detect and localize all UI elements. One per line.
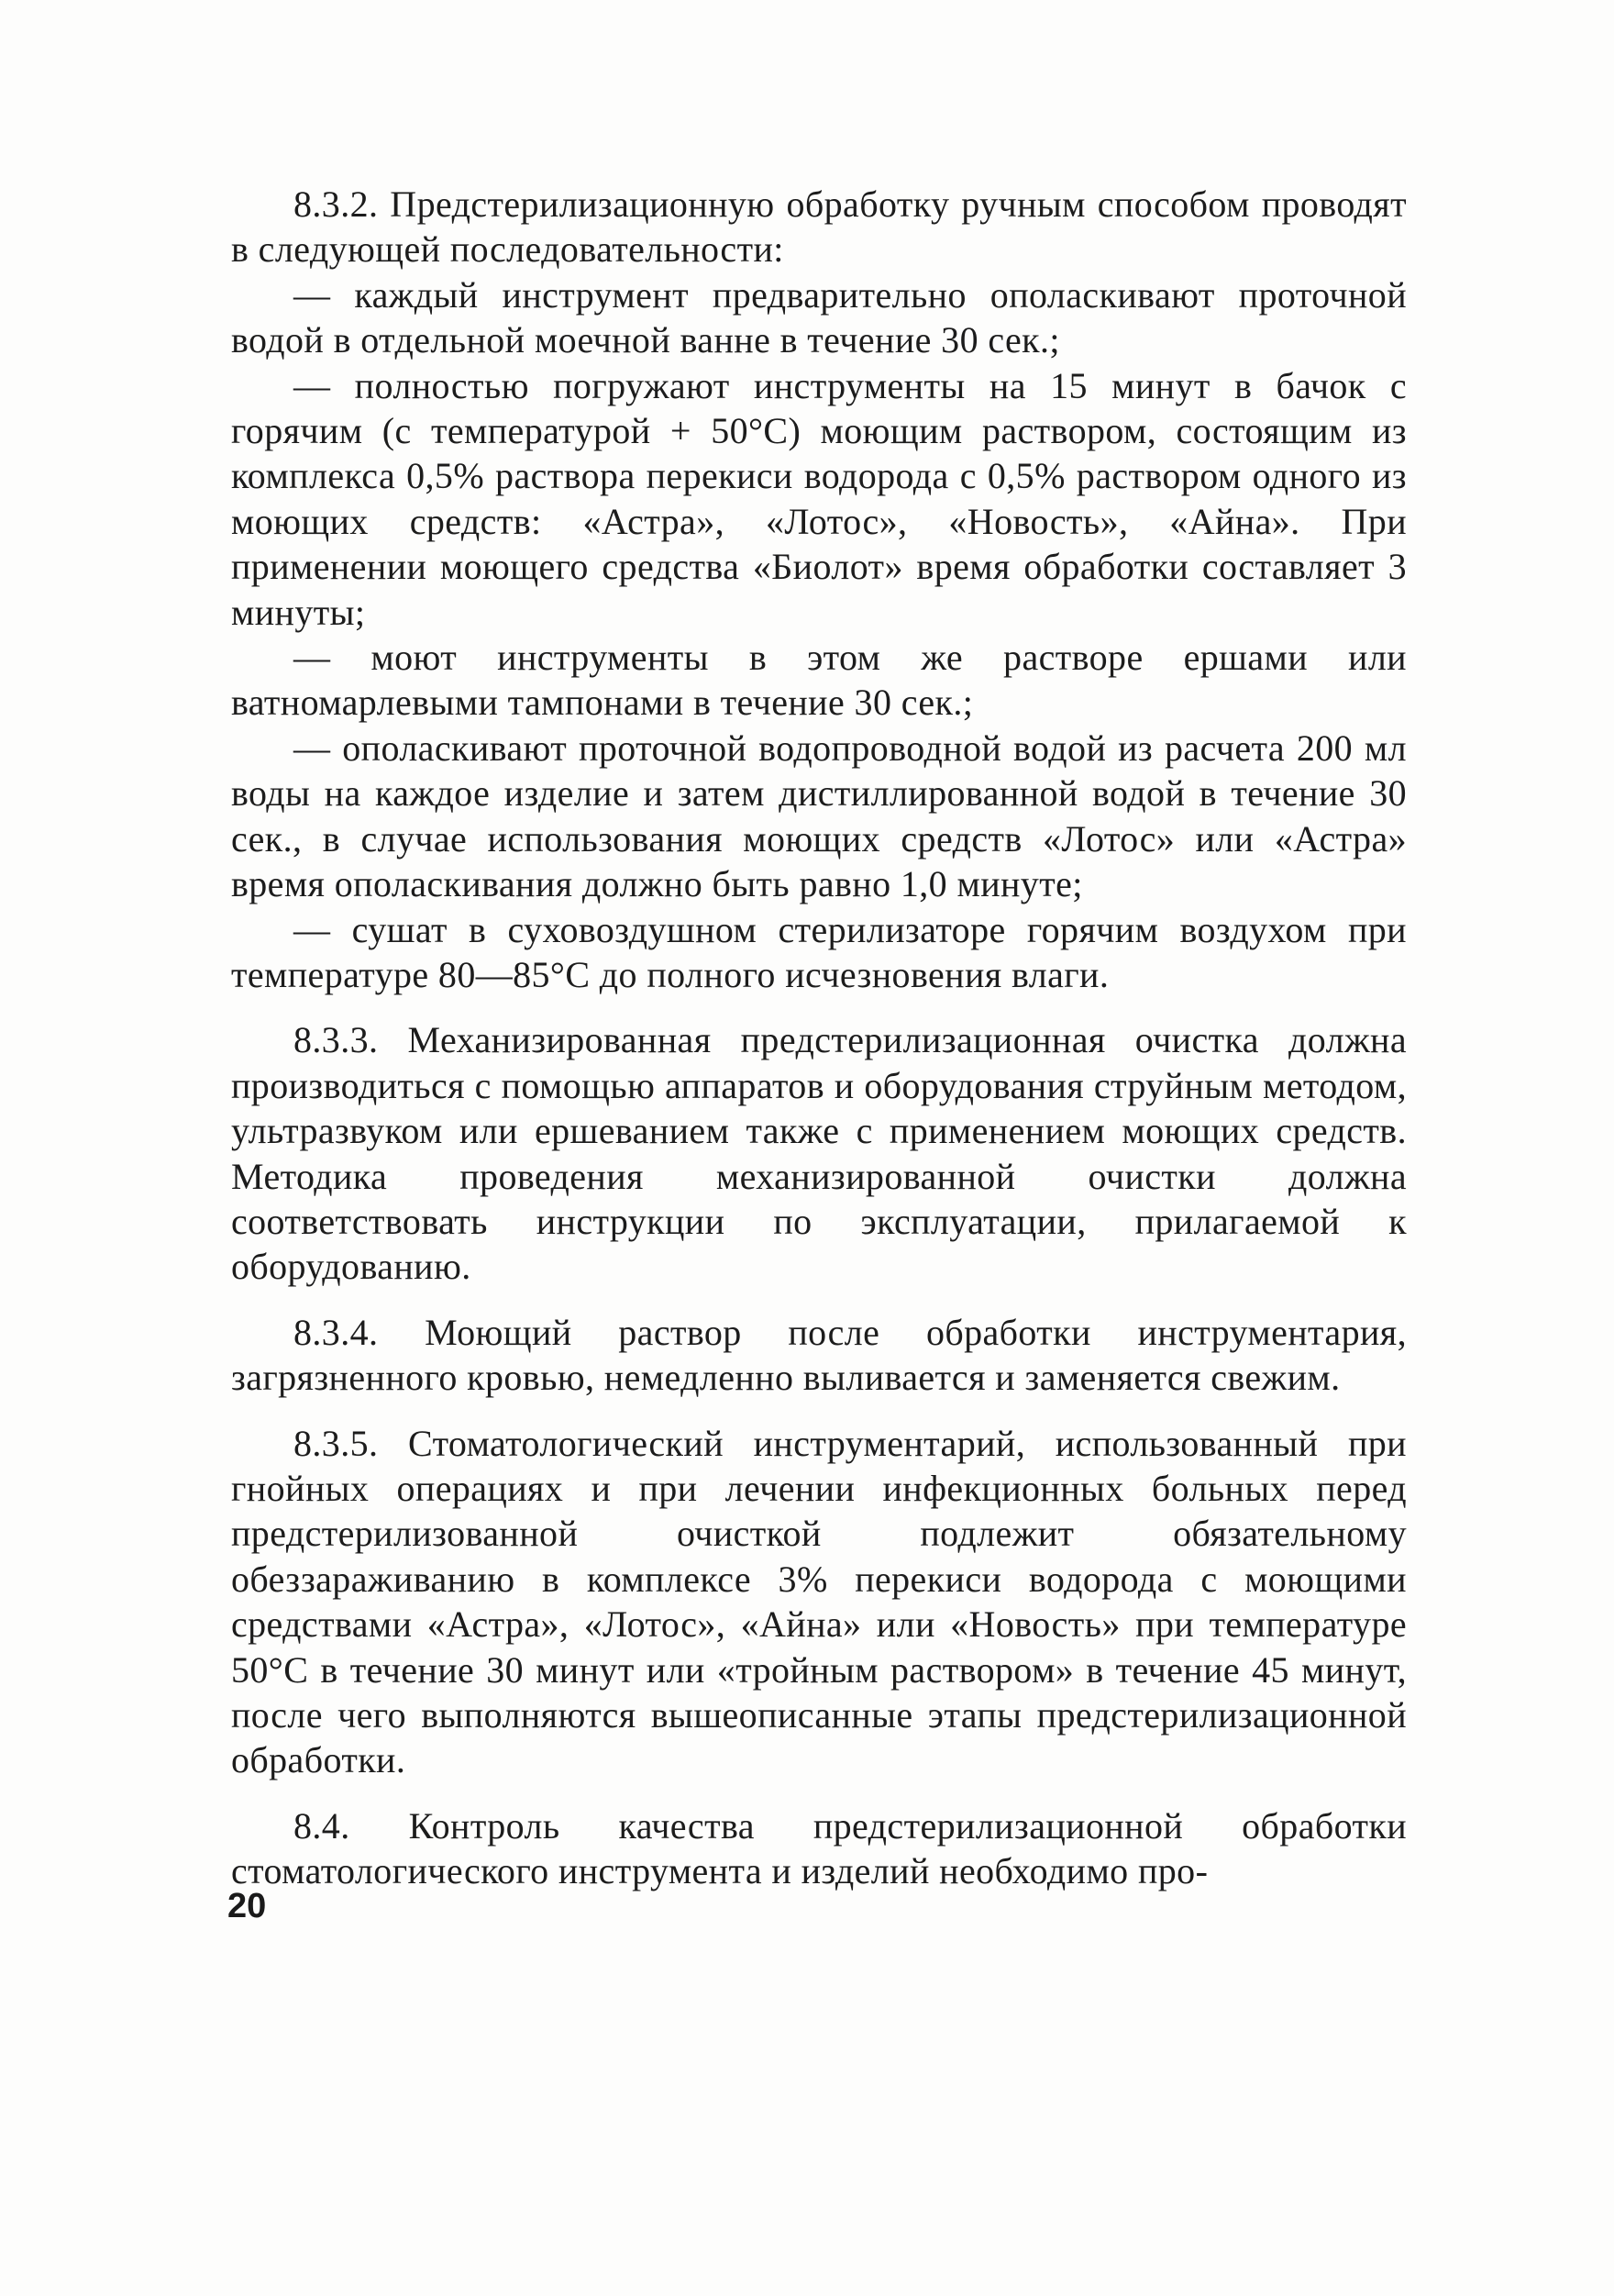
paragraph-8-4: 8.4. Контроль качества предстерилизационной обработки стоматологического инструмента и изделий необходимо про- (231, 1804, 1407, 1892)
step-wash-with-brushes: — моют инструменты в этом же растворе ершами или ватномарлевыми тампонами в течение 30 сек.; (231, 637, 1407, 724)
step-rinse-running-water: — каждый инструмент предварительно ополаскивают проточной водой в отдельной моечной ванне в течение 30 сек.; (231, 273, 1407, 361)
step-dry-in-sterilizer: — сушат в суховоздушном стерилизаторе горячим воздухом при температуре 80—85°С до полного исчезновения влаги. (231, 908, 1407, 995)
step-rinse-distilled-water: — ополаскивают проточной водопроводной водой из расчета 200 мл воды на каждое изделие и затем дистиллированной водой в течение 30 сек., в случае использования моющих средств «Лотос» или «Астра» время ополаскивания должно быть равно 1,0 минуте; (231, 727, 1407, 905)
page-number: 20 (227, 1887, 267, 1925)
paragraph-8-3-2: 8.3.2. Предстерилизационную обработку ручным способом проводят в следующей последовательности: (231, 183, 1407, 271)
paragraph-8-3-5: 8.3.5. Стоматологический инструментарий, использованный при гнойных операциях и при лечении инфекционных больных перед предстерилизованной очисткой подлежит обязательному обеззараживанию в комплексе 3% перекиси водорода с моющими средствами «Астра», «Лотос», «Айна» или «Новость» при температуре 50°С в течение 30 минут или «тройным раствором» в течение 45 минут, после чего выполняются вышеописанные этапы предстерилизационной обработки. (231, 1422, 1407, 1781)
step-immerse-in-solution: — полностью погружают инструменты на 15 минут в бачок с горячим (с температурой + 50°С) моющим раствором, состоящим из комплекса 0,5% раствора перекиси водорода с 0,5% раствором одного из моющих средств: «Астра», «Лотос», «Новость», «Айна». При применении моющего средства «Биолот» время обработки составляет 3 минуты; (231, 364, 1407, 633)
paragraph-8-3-3: 8.3.3. Механизированная предстерилизационная очистка должна производиться с помощью аппаратов и оборудования струйным методом, ультразвуком или ершеванием также с применением моющих средств. Методика проведения механизированной очистки должна соответствовать инструкции по эксплуатации, прилагаемой к оборудованию. (231, 1019, 1407, 1288)
body-text (231, 182, 1407, 1894)
paragraph-8-3-4: 8.3.4. Моющий раствор после обработки инструментария, загрязненного кровью, немедленно выливается и заменяется свежим. (231, 1311, 1407, 1399)
